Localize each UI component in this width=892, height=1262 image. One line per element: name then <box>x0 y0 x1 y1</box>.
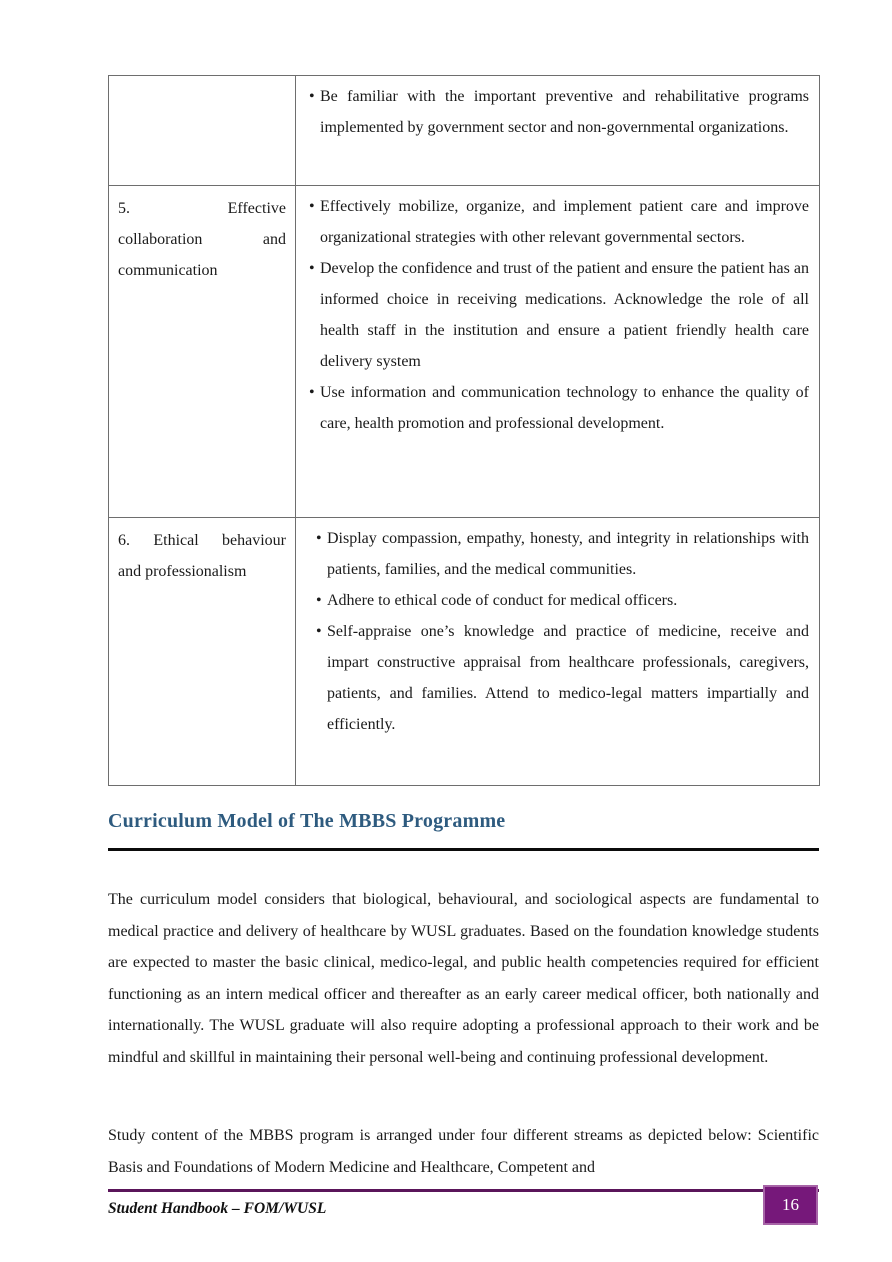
bullet-text: Develop the confidence and trust of the patient and ensure the patient has an informed choice in receiving medications. Acknowledge the role of all health staff in the institution and ensure a patient friendly health care delivery system <box>320 260 809 370</box>
footer-rule <box>108 1189 819 1192</box>
section-heading: Curriculum Model of The MBBS Programme <box>108 810 506 832</box>
bullet-item <box>296 191 809 253</box>
bullet-item <box>296 81 809 143</box>
bullet-item <box>296 616 809 740</box>
heading-rule <box>108 848 819 851</box>
outcomes-cell <box>296 76 820 186</box>
bullet-icon: • <box>316 530 322 547</box>
paragraph: Study content of the MBBS program is arranged under four different streams as depicted below: Scientific Basis and Foundations of Modern Medicine and Healthcare, Competent and <box>108 1127 819 1176</box>
bullet-item <box>296 585 809 616</box>
row-label-line: 5. Effective <box>118 200 286 217</box>
row-label-cell <box>109 186 296 518</box>
bullet-text: Adhere to ethical code of conduct for medical officers. <box>327 592 678 609</box>
bullet-text: Be familiar with the important preventive and rehabilitative programs implemented by government sector and non-governmental organizations. <box>320 88 809 136</box>
bullet-icon: • <box>309 198 315 215</box>
row-label-line: and professionalism <box>118 563 247 580</box>
bullet-text: Effectively mobilize, organize, and implement patient care and improve organizational strategies with other relevant governmental sectors. <box>320 198 809 246</box>
bullet-icon: • <box>316 623 322 640</box>
table-row <box>109 76 820 186</box>
outcome-list <box>296 523 809 740</box>
row-label-cell <box>109 518 296 786</box>
bullet-icon: • <box>316 592 322 609</box>
table-row <box>109 518 820 786</box>
bullet-icon: • <box>309 260 315 277</box>
paragraph: The curriculum model considers that biological, behavioural, and sociological aspects are fundamental to medical practice and delivery of healthcare by WUSL graduates. Based on the foundation knowledge students are expected to master the basic clinical, medico-legal, and public health competencies required for efficient functioning as an intern medical officer and thereafter as an early career medical officer, both nationally and internationally. The WUSL graduate will also require adopting a professional approach to their work and be mindful and skillful in maintaining their personal well-being and continuing professional development. <box>108 891 819 1066</box>
bullet-text: Display compassion, empathy, honesty, and integrity in relationships with patients, families, and the medical communities. <box>327 530 809 578</box>
competency-table-wrapper <box>108 75 819 786</box>
bullet-text: Self-appraise one’s knowledge and practice of medicine, receive and impart constructive appraisal from healthcare professionals, caregivers, patients, and families. Attend to medico-legal matters impartially and efficiently. <box>327 623 809 733</box>
page-number-badge <box>763 1185 818 1225</box>
row-label-line: 6. Ethical behaviour <box>118 532 286 549</box>
footer-title: Student Handbook – FOM/WUSL <box>108 1200 327 1217</box>
bullet-item <box>296 523 809 585</box>
outcomes-cell <box>296 518 820 786</box>
bullet-icon: • <box>309 88 315 105</box>
outcome-list <box>296 81 809 143</box>
bullet-icon: • <box>309 384 315 401</box>
competency-table <box>108 75 820 786</box>
bullet-item <box>296 377 809 439</box>
bullet-item <box>296 253 809 377</box>
outcomes-cell <box>296 186 820 518</box>
outcome-list <box>296 191 809 439</box>
bullet-text: Use information and communication technology to enhance the quality of care, health promotion and professional development. <box>320 384 809 432</box>
row-label-line: collaboration and <box>118 231 286 248</box>
row-label-cell <box>109 76 296 186</box>
page-number: 16 <box>782 1195 799 1214</box>
table-row <box>109 186 820 518</box>
row-label-line: communication <box>118 262 218 279</box>
